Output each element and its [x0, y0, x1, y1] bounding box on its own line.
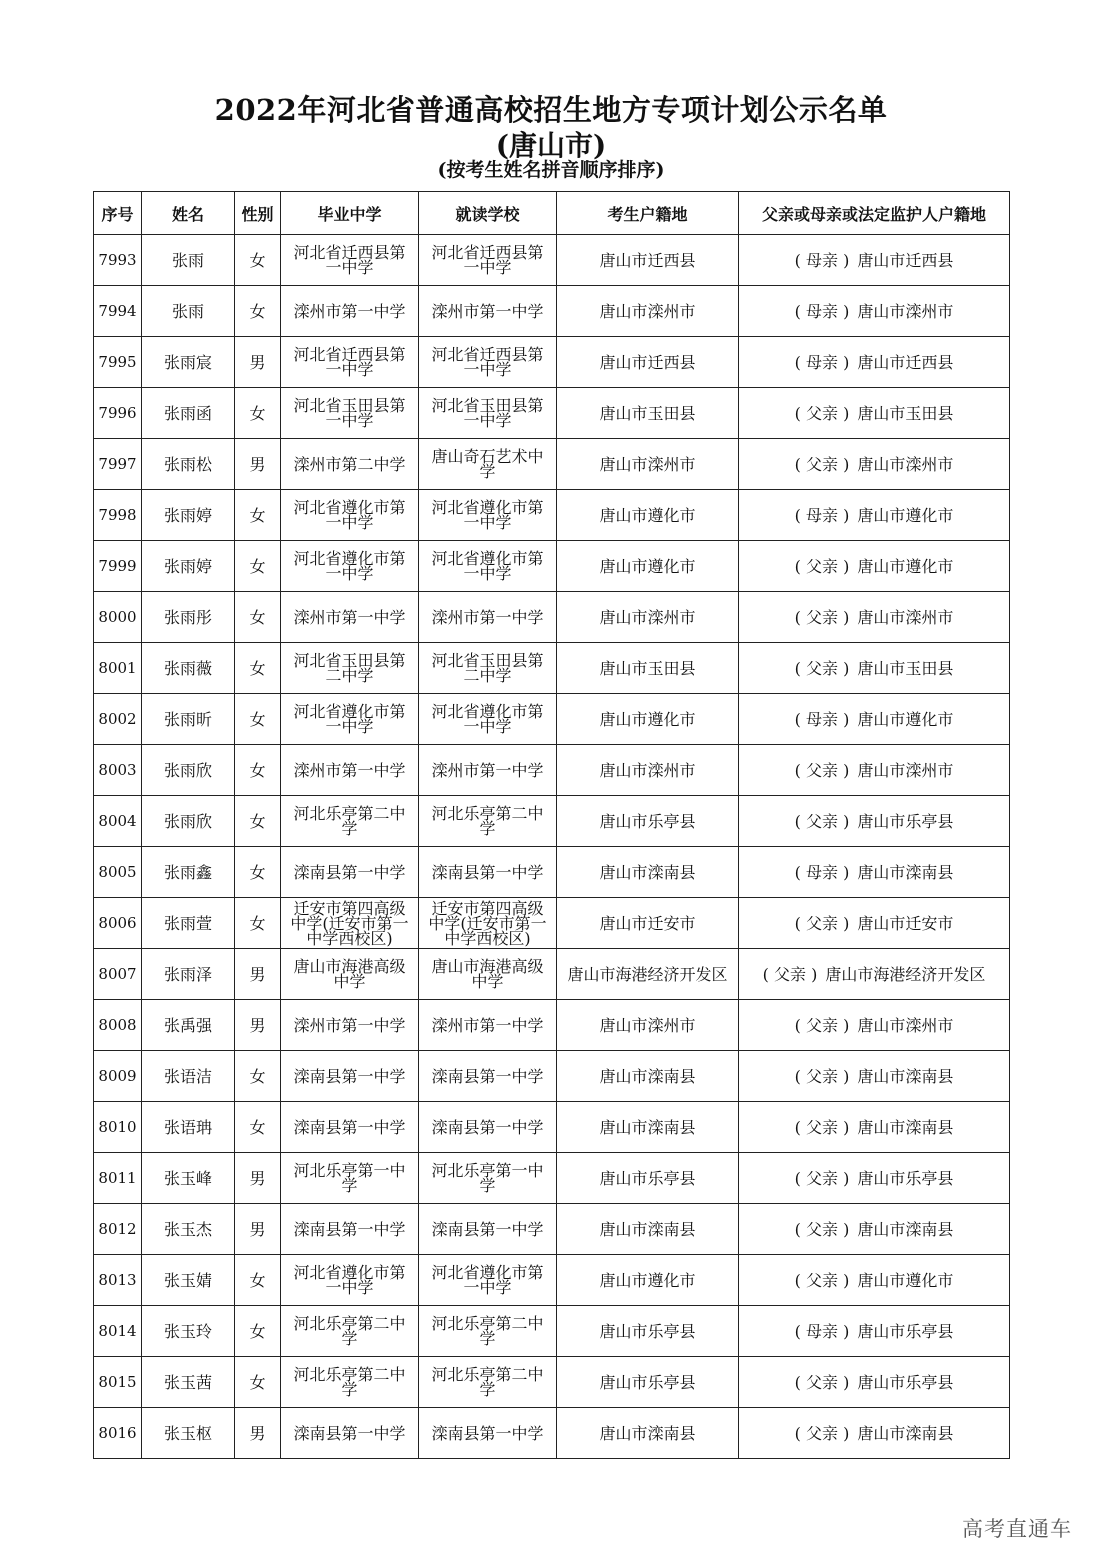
guardian-hukou-location: 唐山市玉田县: [857, 403, 954, 423]
table-row: [94, 796, 1010, 847]
cell-name: 张雨彤: [142, 592, 235, 643]
cell-grad-school: 河北省遵化市第一中学: [281, 694, 419, 745]
guardian-relation: ( 父亲 ): [794, 403, 850, 423]
guardian-relation: ( 父亲 ): [794, 658, 850, 678]
cell-grad-school: 滦州市第一中学: [281, 745, 419, 796]
guardian-relation: ( 父亲 ): [794, 1270, 850, 1290]
cell-current-school: 河北省迁西县第一中学: [419, 235, 557, 286]
guardian-hukou-location: 唐山市滦南县: [857, 862, 954, 882]
cell-gender: 女: [235, 235, 281, 286]
cell-hukou: 唐山市滦州市: [557, 592, 739, 643]
guardian-hukou-location: 唐山市乐亭县: [857, 1372, 954, 1392]
page-subtitle-note: (按考生姓名拼音顺序排序): [437, 159, 665, 181]
cell-grad-school: 河北省遵化市第一中学: [281, 490, 419, 541]
cell-hukou: 唐山市玉田县: [557, 388, 739, 439]
col-header-seq: 序号: [94, 192, 142, 235]
cell-grad-school: 河北乐亭第二中学: [281, 796, 419, 847]
cell-grad-school: 滦州市第一中学: [281, 286, 419, 337]
cell-current-school: 河北乐亭第二中学: [419, 1357, 557, 1408]
guardian-relation: ( 母亲 ): [794, 352, 850, 372]
cell-seq: 7997: [94, 439, 142, 490]
cell-name: 张玉峰: [142, 1153, 235, 1204]
cell-grad-school: 河北省玉田县第一中学: [281, 388, 419, 439]
cell-grad-school: 河北省迁西县第一中学: [281, 235, 419, 286]
table-row: [94, 490, 1010, 541]
cell-grad-school: 迁安市第四高级中学(迁安市第一中学西校区): [281, 898, 419, 949]
cell-current-school: 河北省玉田县第一中学: [419, 388, 557, 439]
cell-guardian-hukou: [739, 337, 1010, 388]
cell-current-school: 河北乐亭第二中学: [419, 796, 557, 847]
cell-grad-school: 河北乐亭第一中学: [281, 1153, 419, 1204]
cell-seq: 8006: [94, 898, 142, 949]
cell-seq: 8008: [94, 1000, 142, 1051]
cell-guardian-hukou: [739, 1204, 1010, 1255]
cell-grad-school: 河北省遵化市第一中学: [281, 541, 419, 592]
cell-guardian-hukou: [739, 592, 1010, 643]
col-header-grad-school: 毕业中学: [281, 192, 419, 235]
cell-grad-school: 滦南县第一中学: [281, 1408, 419, 1459]
cell-current-school: 河北省玉田县第二中学: [419, 643, 557, 694]
guardian-hukou-location: 唐山市滦州市: [857, 454, 954, 474]
cell-name: 张雨萱: [142, 898, 235, 949]
cell-hukou: 唐山市遵化市: [557, 1255, 739, 1306]
cell-guardian-hukou: [739, 388, 1010, 439]
cell-hukou: 唐山市迁安市: [557, 898, 739, 949]
cell-seq: 8015: [94, 1357, 142, 1408]
cell-seq: 7995: [94, 337, 142, 388]
cell-guardian-hukou: [739, 541, 1010, 592]
page-subtitle-city: (唐山市): [495, 129, 607, 162]
cell-guardian-hukou: [739, 643, 1010, 694]
cell-seq: 8005: [94, 847, 142, 898]
table-row: [94, 235, 1010, 286]
guardian-relation: ( 母亲 ): [794, 250, 850, 270]
page-title: 2022年河北省普通高校招生地方专项计划公示名单: [214, 93, 888, 127]
cell-grad-school: 滦南县第一中学: [281, 1051, 419, 1102]
cell-gender: 女: [235, 1102, 281, 1153]
guardian-relation: ( 父亲 ): [794, 1219, 850, 1239]
cell-current-school: 唐山市海港高级中学: [419, 949, 557, 1000]
cell-hukou: 唐山市乐亭县: [557, 1357, 739, 1408]
cell-name: 张雨: [142, 286, 235, 337]
col-header-hukou: 考生户籍地: [557, 192, 739, 235]
roster-table: [93, 191, 1010, 1459]
cell-current-school: 河北省遵化市第一中学: [419, 1255, 557, 1306]
cell-name: 张禹强: [142, 1000, 235, 1051]
guardian-hukou-location: 唐山市乐亭县: [857, 811, 954, 831]
cell-guardian-hukou: [739, 694, 1010, 745]
guardian-hukou-location: 唐山市玉田县: [857, 658, 954, 678]
cell-guardian-hukou: [739, 235, 1010, 286]
cell-guardian-hukou: [739, 745, 1010, 796]
cell-name: 张雨泽: [142, 949, 235, 1000]
guardian-hukou-location: 唐山市滦州市: [857, 760, 954, 780]
table-row: [94, 949, 1010, 1000]
cell-name: 张雨婷: [142, 541, 235, 592]
guardian-relation: ( 父亲 ): [794, 1423, 850, 1443]
cell-hukou: 唐山市乐亭县: [557, 1153, 739, 1204]
cell-guardian-hukou: [739, 1000, 1010, 1051]
table-row: [94, 439, 1010, 490]
guardian-hukou-location: 唐山市迁西县: [857, 250, 954, 270]
guardian-relation: ( 父亲 ): [794, 607, 850, 627]
cell-name: 张雨函: [142, 388, 235, 439]
guardian-relation: ( 父亲 ): [762, 964, 818, 984]
cell-guardian-hukou: [739, 1357, 1010, 1408]
guardian-relation: ( 父亲 ): [794, 1168, 850, 1188]
cell-current-school: 河北省遵化市第一中学: [419, 694, 557, 745]
table-row: [94, 898, 1010, 949]
table-row: [94, 337, 1010, 388]
cell-current-school: 滦南县第一中学: [419, 847, 557, 898]
cell-name: 张玉婧: [142, 1255, 235, 1306]
table-row: [94, 1000, 1010, 1051]
cell-hukou: 唐山市玉田县: [557, 643, 739, 694]
table-body: [94, 235, 1010, 1459]
cell-gender: 女: [235, 592, 281, 643]
guardian-relation: ( 母亲 ): [794, 1321, 850, 1341]
cell-gender: 男: [235, 1204, 281, 1255]
cell-grad-school: 滦州市第二中学: [281, 439, 419, 490]
cell-current-school: 河北省遵化市第一中学: [419, 541, 557, 592]
cell-hukou: 唐山市滦州市: [557, 745, 739, 796]
guardian-hukou-location: 唐山市遵化市: [857, 709, 954, 729]
cell-guardian-hukou: [739, 796, 1010, 847]
cell-seq: 7994: [94, 286, 142, 337]
table-row: [94, 286, 1010, 337]
cell-gender: 男: [235, 949, 281, 1000]
cell-current-school: 滦州市第一中学: [419, 286, 557, 337]
table-header: [94, 192, 1010, 235]
cell-current-school: 滦州市第一中学: [419, 1000, 557, 1051]
cell-guardian-hukou: [739, 1051, 1010, 1102]
guardian-relation: ( 父亲 ): [794, 1117, 850, 1137]
cell-grad-school: 滦州市第一中学: [281, 592, 419, 643]
cell-gender: 女: [235, 1357, 281, 1408]
cell-seq: 8003: [94, 745, 142, 796]
cell-gender: 女: [235, 796, 281, 847]
cell-gender: 女: [235, 643, 281, 694]
cell-grad-school: 滦州市第一中学: [281, 1000, 419, 1051]
cell-name: 张雨: [142, 235, 235, 286]
cell-hukou: 唐山市滦南县: [557, 1051, 739, 1102]
cell-current-school: 河北省遵化市第一中学: [419, 490, 557, 541]
cell-seq: 7993: [94, 235, 142, 286]
cell-name: 张雨欣: [142, 745, 235, 796]
table-row: [94, 541, 1010, 592]
cell-name: 张玉杰: [142, 1204, 235, 1255]
cell-current-school: 滦南县第一中学: [419, 1102, 557, 1153]
guardian-relation: ( 父亲 ): [794, 811, 850, 831]
cell-hukou: 唐山市滦州市: [557, 1000, 739, 1051]
cell-current-school: 迁安市第四高级中学(迁安市第一中学西校区): [419, 898, 557, 949]
cell-gender: 女: [235, 694, 281, 745]
guardian-relation: ( 母亲 ): [794, 505, 850, 525]
cell-current-school: 滦南县第一中学: [419, 1408, 557, 1459]
cell-name: 张雨婷: [142, 490, 235, 541]
cell-seq: 8014: [94, 1306, 142, 1357]
cell-grad-school: 滦南县第一中学: [281, 847, 419, 898]
cell-guardian-hukou: [739, 1102, 1010, 1153]
cell-name: 张雨薇: [142, 643, 235, 694]
col-header-guardian-hukou: 父亲或母亲或法定监护人户籍地: [739, 192, 1010, 235]
cell-grad-school: 唐山市海港高级中学: [281, 949, 419, 1000]
cell-seq: 8007: [94, 949, 142, 1000]
guardian-hukou-location: 唐山市遵化市: [857, 505, 954, 525]
guardian-hukou-location: 唐山市滦南县: [857, 1066, 954, 1086]
cell-grad-school: 河北乐亭第二中学: [281, 1306, 419, 1357]
guardian-hukou-location: 唐山市滦南县: [857, 1219, 954, 1239]
table-row: [94, 592, 1010, 643]
cell-grad-school: 滦南县第一中学: [281, 1204, 419, 1255]
cell-gender: 女: [235, 490, 281, 541]
cell-current-school: 河北省迁西县第一中学: [419, 337, 557, 388]
guardian-relation: ( 父亲 ): [794, 1015, 850, 1035]
table-row: [94, 847, 1010, 898]
cell-hukou: 唐山市海港经济开发区: [557, 949, 739, 1000]
cell-gender: 女: [235, 1306, 281, 1357]
cell-gender: 男: [235, 1408, 281, 1459]
cell-hukou: 唐山市遵化市: [557, 490, 739, 541]
cell-guardian-hukou: [739, 439, 1010, 490]
guardian-relation: ( 母亲 ): [794, 301, 850, 321]
guardian-hukou-location: 唐山市乐亭县: [857, 1168, 954, 1188]
watermark: 高考直通车: [962, 1517, 1072, 1541]
cell-guardian-hukou: [739, 1153, 1010, 1204]
cell-seq: 8001: [94, 643, 142, 694]
cell-seq: 8012: [94, 1204, 142, 1255]
cell-hukou: 唐山市遵化市: [557, 694, 739, 745]
cell-hukou: 唐山市遵化市: [557, 541, 739, 592]
guardian-hukou-location: 唐山市滦南县: [857, 1117, 954, 1137]
cell-grad-school: 河北省玉田县第二中学: [281, 643, 419, 694]
cell-name: 张语洁: [142, 1051, 235, 1102]
cell-gender: 女: [235, 1255, 281, 1306]
cell-gender: 女: [235, 745, 281, 796]
cell-seq: 8013: [94, 1255, 142, 1306]
table-row: [94, 745, 1010, 796]
cell-guardian-hukou: [739, 898, 1010, 949]
cell-hukou: 唐山市滦南县: [557, 1204, 739, 1255]
cell-gender: 女: [235, 847, 281, 898]
cell-gender: 女: [235, 898, 281, 949]
guardian-hukou-location: 唐山市滦南县: [857, 1423, 954, 1443]
cell-guardian-hukou: [739, 1408, 1010, 1459]
cell-gender: 男: [235, 1000, 281, 1051]
guardian-relation: ( 母亲 ): [794, 709, 850, 729]
cell-name: 张玉玲: [142, 1306, 235, 1357]
guardian-relation: ( 父亲 ): [794, 760, 850, 780]
cell-seq: 8009: [94, 1051, 142, 1102]
table-row: [94, 1051, 1010, 1102]
table-row: [94, 1357, 1010, 1408]
table-row: [94, 1255, 1010, 1306]
guardian-relation: ( 父亲 ): [794, 913, 850, 933]
guardian-hukou-location: 唐山市遵化市: [857, 1270, 954, 1290]
guardian-hukou-location: 唐山市滦州市: [857, 301, 954, 321]
table-row: [94, 388, 1010, 439]
table-row: [94, 1102, 1010, 1153]
cell-gender: 女: [235, 541, 281, 592]
cell-grad-school: 河北省遵化市第一中学: [281, 1255, 419, 1306]
cell-name: 张雨宸: [142, 337, 235, 388]
cell-name: 张雨鑫: [142, 847, 235, 898]
cell-hukou: 唐山市乐亭县: [557, 796, 739, 847]
cell-guardian-hukou: [739, 286, 1010, 337]
guardian-hukou-location: 唐山市迁西县: [857, 352, 954, 372]
cell-hukou: 唐山市滦州市: [557, 286, 739, 337]
cell-hukou: 唐山市迁西县: [557, 235, 739, 286]
cell-seq: 8016: [94, 1408, 142, 1459]
cell-gender: 女: [235, 286, 281, 337]
table-row: [94, 1408, 1010, 1459]
cell-seq: 7996: [94, 388, 142, 439]
cell-name: 张雨欣: [142, 796, 235, 847]
guardian-relation: ( 父亲 ): [794, 454, 850, 474]
cell-current-school: 河北乐亭第一中学: [419, 1153, 557, 1204]
cell-gender: 男: [235, 439, 281, 490]
cell-hukou: 唐山市滦州市: [557, 439, 739, 490]
cell-seq: 8010: [94, 1102, 142, 1153]
guardian-hukou-location: 唐山市迁安市: [857, 913, 954, 933]
cell-current-school: 唐山奇石艺术中学: [419, 439, 557, 490]
cell-seq: 7998: [94, 490, 142, 541]
guardian-relation: ( 父亲 ): [794, 556, 850, 576]
cell-guardian-hukou: [739, 1306, 1010, 1357]
guardian-hukou-location: 唐山市遵化市: [857, 556, 954, 576]
cell-seq: 7999: [94, 541, 142, 592]
col-header-current-school: 就读学校: [419, 192, 557, 235]
cell-guardian-hukou: [739, 949, 1010, 1000]
cell-current-school: 滦南县第一中学: [419, 1204, 557, 1255]
cell-seq: 8011: [94, 1153, 142, 1204]
cell-guardian-hukou: [739, 490, 1010, 541]
cell-grad-school: 河北乐亭第二中学: [281, 1357, 419, 1408]
cell-name: 张玉枢: [142, 1408, 235, 1459]
cell-guardian-hukou: [739, 1255, 1010, 1306]
cell-name: 张雨松: [142, 439, 235, 490]
table-row: [94, 1306, 1010, 1357]
cell-gender: 男: [235, 337, 281, 388]
guardian-hukou-location: 唐山市乐亭县: [857, 1321, 954, 1341]
guardian-hukou-location: 唐山市滦州市: [857, 1015, 954, 1035]
guardian-hukou-location: 唐山市滦州市: [857, 607, 954, 627]
cell-grad-school: 河北省迁西县第一中学: [281, 337, 419, 388]
table-row: [94, 1204, 1010, 1255]
guardian-hukou-location: 唐山市海港经济开发区: [825, 964, 986, 984]
table-row: [94, 1153, 1010, 1204]
cell-hukou: 唐山市滦南县: [557, 1408, 739, 1459]
cell-hukou: 唐山市迁西县: [557, 337, 739, 388]
cell-name: 张雨昕: [142, 694, 235, 745]
cell-grad-school: 滦南县第一中学: [281, 1102, 419, 1153]
guardian-relation: ( 父亲 ): [794, 1066, 850, 1086]
table-row: [94, 643, 1010, 694]
cell-current-school: 滦州市第一中学: [419, 745, 557, 796]
cell-seq: 8002: [94, 694, 142, 745]
table-row: [94, 694, 1010, 745]
cell-seq: 8004: [94, 796, 142, 847]
cell-gender: 女: [235, 1051, 281, 1102]
cell-current-school: 河北乐亭第二中学: [419, 1306, 557, 1357]
cell-hukou: 唐山市滦南县: [557, 847, 739, 898]
col-header-gender: 性别: [235, 192, 281, 235]
cell-guardian-hukou: [739, 847, 1010, 898]
table-header-row: [94, 192, 1010, 235]
cell-hukou: 唐山市乐亭县: [557, 1306, 739, 1357]
cell-gender: 女: [235, 388, 281, 439]
cell-name: 张玉茜: [142, 1357, 235, 1408]
col-header-name: 姓名: [142, 192, 235, 235]
cell-current-school: 滦州市第一中学: [419, 592, 557, 643]
cell-gender: 男: [235, 1153, 281, 1204]
cell-current-school: 滦南县第一中学: [419, 1051, 557, 1102]
guardian-relation: ( 父亲 ): [794, 1372, 850, 1392]
cell-hukou: 唐山市滦南县: [557, 1102, 739, 1153]
cell-name: 张语珃: [142, 1102, 235, 1153]
cell-seq: 8000: [94, 592, 142, 643]
guardian-relation: ( 母亲 ): [794, 862, 850, 882]
